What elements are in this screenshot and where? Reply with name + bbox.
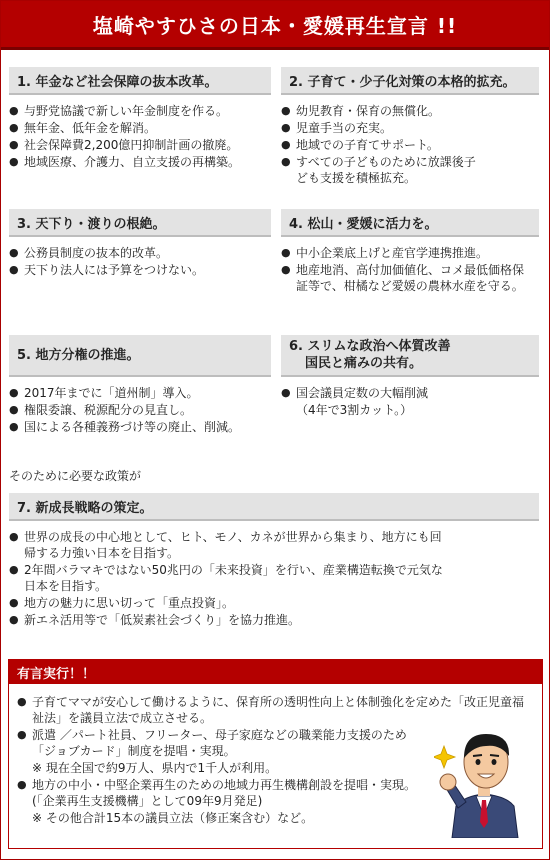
section-3 <box>9 209 271 279</box>
list-item: ● すべての子どものために放課後子ども支援を積極拡充。 <box>281 154 486 186</box>
section-1-header: 1. 年金など社会保障の抜本改革。 <box>9 67 271 95</box>
list-item: ● 2017年までに「道州制」導入。 <box>9 385 271 401</box>
list-item: ● 国会議員定数の大幅削減 <box>281 385 539 401</box>
page-title: 塩崎やすひさの日本・愛媛再生宣言 !! <box>92 13 458 38</box>
section-4 <box>281 209 539 295</box>
section-7-list <box>9 529 539 628</box>
list-item: ● 地域医療、介護力、自立支援の再構築。 <box>9 154 271 170</box>
list-item: ● 地方の魅力に思い切って「重点投資」。 <box>9 595 539 611</box>
list-item: ● 無年金、低年金を解消。 <box>9 120 271 136</box>
section-1-list <box>9 103 271 170</box>
section-6 <box>281 335 539 419</box>
lead-text: そのために必要な政策が <box>9 469 142 483</box>
section-5-header: 5. 地方分権の推進。 <box>9 335 271 377</box>
list-item: ● 社会保障費2,200億円抑制計画の撤廃。 <box>9 137 271 153</box>
section-5 <box>9 335 271 436</box>
section-3-list <box>9 245 271 278</box>
list-item: ● 地域での子育てサポート。 <box>281 137 539 153</box>
section-2-header: 2. 子育て・少子化対策の本格的拡充。 <box>281 67 539 95</box>
list-item: ● 幼児教育・保育の無償化。 <box>281 103 539 119</box>
list-item: ● 世界の成長の中心地として、ヒト、モノ、カネが世界から集まり、地方にも回帰する力強い日本を目指す。 <box>9 529 444 561</box>
list-item: ● 中小企業底上げと産官学連携推進。 <box>281 245 539 261</box>
list-item: ● 地方の中小・中堅企業再生のための地域力再生機構創設を提唱・実現。(「企業再生支援機構」として09年9月発足) <box>17 777 422 809</box>
yugen-header: 有言実行！！ <box>9 660 542 684</box>
section-7 <box>9 493 539 629</box>
section-3-header: 3. 天下り・渡りの根絶。 <box>9 209 271 237</box>
list-item: ● 新エネ活用等で「低炭素社会づくり」を協力推進。 <box>9 612 539 628</box>
list-item: ● 天下り法人には予算をつけない。 <box>9 262 271 278</box>
list-item: ● 権限委譲、税源配分の見直し。 <box>9 402 271 418</box>
yugen-jikko-box <box>8 659 543 849</box>
section-6-list <box>281 385 539 418</box>
section-6-header-line1: 6. スリムな政治へ体質改善 <box>289 339 451 354</box>
list-item: ● 子育てママが安心して働けるように、保育所の透明性向上と体制強化を定めた「改正児童福祉法」を議員立法で成立させる。 <box>17 694 532 726</box>
title-banner <box>1 1 549 50</box>
list-item-continuation: （4年で3割カット。） <box>296 403 413 417</box>
section-7-header: 7. 新成長戦略の策定。 <box>9 493 539 521</box>
section-4-list <box>281 245 539 294</box>
list-item: ● 派遣 ／パート社員、フリーター、母子家庭などの職業能力支援のため「ジョブカード」制度を提唱・実現。 <box>17 727 412 759</box>
list-item: ● 公務員制度の抜本的改革。 <box>9 245 271 261</box>
list-item: ● 国による各種義務づけ等の廃止、削減。 <box>9 419 271 435</box>
list-item: ● 与野党協議で新しい年金制度を作る。 <box>9 103 271 119</box>
list-item: ● 地産地消、高付加価値化、コメ最低価格保証等で、柑橘など愛媛の農林水産を守る。 <box>281 262 526 294</box>
section-6-header <box>281 335 539 377</box>
list-item: ● 児童手当の充実。 <box>281 120 539 136</box>
section-4-header: 4. 松山・愛媛に活力を。 <box>281 209 539 237</box>
list-item: ● 2年間バラマキではない50兆円の「未来投資」を行い、産業構造転換で元気な日本を目指す。 <box>9 562 444 594</box>
section-2 <box>281 67 539 187</box>
note: ※ その他合計15本の議員立法（修正案含む）など。 <box>32 811 314 825</box>
note: ※ 現在全国で約9万人、県内で1千人が利用。 <box>32 761 278 775</box>
section-1 <box>9 67 271 171</box>
section-5-list <box>9 385 271 435</box>
cartoon-politician-icon <box>434 726 534 842</box>
section-6-header-line2: 国民と痛みの共有。 <box>305 356 423 371</box>
section-2-list <box>281 103 539 186</box>
